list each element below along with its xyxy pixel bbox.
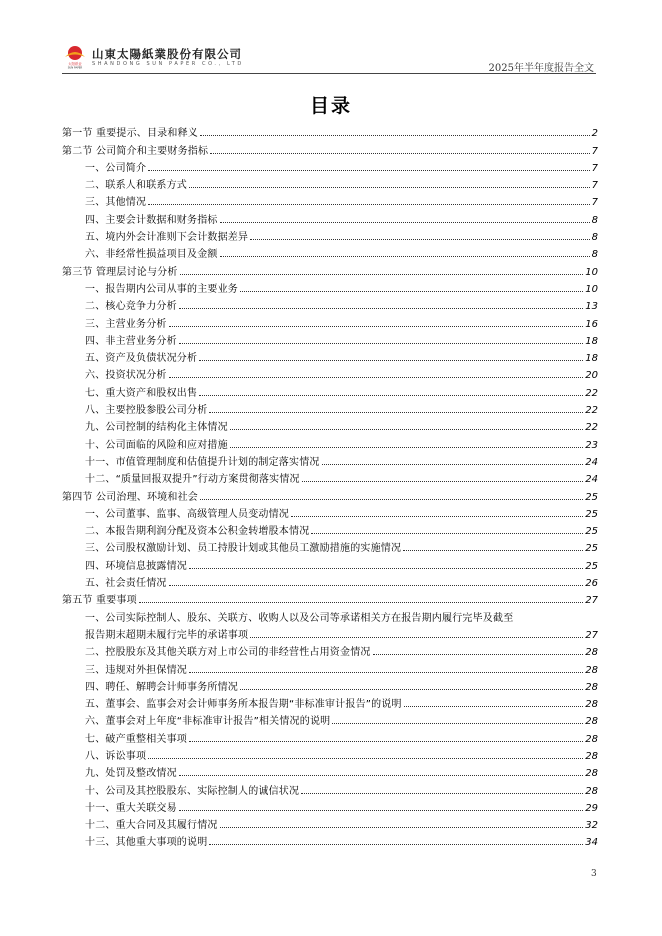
toc-entry-label: 三、主营业务分析 (85, 318, 167, 330)
toc-subsection-entry[interactable] (62, 208, 598, 225)
toc-entry-label: 四、主要会计数据和财务指标 (85, 214, 218, 226)
toc-entry-label: 二、控股股东及其他关联方对上市公司的非经营性占用资金情况 (85, 647, 371, 659)
toc-entry-label: 三、公司股权激励计划、员工持股计划或其他员工激励措施的实施情况 (85, 543, 402, 555)
toc-dot-leader (189, 568, 583, 569)
toc-dot-leader (230, 447, 583, 448)
toc-entry-page: 22 (585, 405, 598, 417)
toc-entry-label: 十、公司面临的风险和应对措施 (85, 439, 228, 451)
toc-dot-leader (148, 170, 589, 171)
toc-entry-label: 七、破产重整相关事项 (85, 733, 187, 745)
toc-dot-leader (404, 706, 584, 707)
toc-dot-leader (179, 810, 583, 811)
toc-section-entry[interactable] (62, 139, 598, 156)
toc-entry-page: 28 (585, 664, 598, 676)
toc-entry-label: 四、环境信息披露情况 (85, 560, 187, 572)
toc-entry-label: 十二、重大合同及其履行情况 (85, 820, 218, 832)
toc-subsection-entry[interactable] (62, 433, 598, 450)
toc-entry-page: 28 (585, 750, 598, 762)
toc-dot-leader (220, 222, 590, 223)
toc-entry-page: 25 (585, 491, 598, 503)
toc-dot-leader (302, 481, 584, 482)
toc-entry-label: 三、违规对外担保情况 (85, 664, 187, 676)
toc-entry-label: 九、公司控制的结构化主体情况 (85, 422, 228, 434)
toc-entry-label: 八、诉讼事项 (85, 750, 147, 762)
toc-entry-page: 32 (585, 820, 598, 832)
table-of-contents (62, 122, 598, 848)
toc-subsection-entry[interactable] (62, 364, 598, 381)
toc-dot-leader (179, 308, 583, 309)
toc-entry-label: 七、重大资产和股权出售 (85, 387, 198, 399)
toc-entry-page: 7 (591, 180, 598, 192)
toc-subsection-entry[interactable] (62, 295, 598, 312)
toc-entry-label: 一、报告期内公司从事的主要业务 (85, 283, 238, 295)
toc-dot-leader (291, 516, 583, 517)
toc-entry-page: 8 (591, 214, 598, 226)
toc-subsection-entry[interactable] (62, 572, 598, 589)
toc-entry-page: 24 (585, 474, 598, 486)
toc-entry-page: 27 (585, 595, 598, 607)
toc-entry-label: 十一、重大关联交易 (85, 802, 177, 814)
toc-dot-leader (148, 204, 589, 205)
toc-subsection-entry[interactable] (62, 831, 598, 848)
toc-subsection-entry[interactable] (62, 226, 598, 243)
toc-entry-page: 2 (591, 128, 598, 140)
toc-entry-page: 28 (585, 647, 598, 659)
toc-subsection-entry[interactable] (62, 624, 598, 641)
toc-entry-page: 13 (585, 301, 598, 313)
toc-subsection-entry[interactable] (62, 191, 598, 208)
toc-subsection-entry[interactable] (62, 416, 598, 433)
toc-entry-label: 三、其他情况 (85, 197, 147, 209)
logo-text: 太阳纸业 (68, 62, 82, 66)
company-name-cn: 山東太陽紙業股份有限公司 (92, 47, 242, 61)
toc-entry-page: 22 (585, 387, 598, 399)
toc-subsection-entry[interactable] (62, 606, 598, 623)
company-name-en: SHANDONG SUN PAPER CO., LTD (92, 61, 244, 67)
toc-entry-page: 22 (585, 422, 598, 434)
toc-subsection-entry[interactable] (62, 243, 598, 260)
toc-subsection-entry[interactable] (62, 727, 598, 744)
toc-entry-label: 六、董事会对上年度“非标准审计报告”相关情况的说明 (85, 716, 331, 728)
toc-dot-leader (250, 239, 589, 240)
toc-entry-page: 28 (585, 699, 598, 711)
toc-subsection-entry[interactable] (62, 779, 598, 796)
toc-subsection-entry[interactable] (62, 554, 598, 571)
toc-entry-label: 第五节 重要事项 (62, 595, 137, 607)
toc-entry-label: 一、公司实际控制人、股东、关联方、收购人以及公司等承诺相关方在报告期内履行完毕及截至 (85, 612, 514, 624)
toc-subsection-entry[interactable] (62, 278, 598, 295)
toc-entry-page: 28 (585, 681, 598, 693)
toc-dot-leader (332, 723, 583, 724)
toc-entry-page: 28 (585, 768, 598, 780)
toc-dot-leader (169, 585, 584, 586)
toc-entry-page: 28 (585, 716, 598, 728)
toc-subsection-entry[interactable] (62, 520, 598, 537)
toc-entry-page: 26 (585, 578, 598, 590)
toc-section-entry[interactable] (62, 485, 598, 502)
toc-dot-leader (311, 533, 583, 534)
toc-entry-label: 二、联系人和联系方式 (85, 180, 187, 192)
toc-entry-label: 五、社会责任情况 (85, 578, 167, 590)
toc-dot-leader (240, 291, 583, 292)
toc-dot-leader (209, 844, 583, 845)
toc-entry-page: 28 (585, 785, 598, 797)
toc-subsection-entry[interactable] (62, 537, 598, 554)
toc-subsection-entry[interactable] (62, 641, 598, 658)
toc-dot-leader (179, 775, 583, 776)
toc-section-entry[interactable] (62, 122, 598, 139)
toc-subsection-entry[interactable] (62, 157, 598, 174)
toc-dot-leader (373, 654, 584, 655)
toc-dot-leader (169, 326, 584, 327)
toc-entry-page: 34 (585, 837, 598, 849)
toc-entry-page: 25 (585, 508, 598, 520)
toc-dot-leader (169, 377, 584, 378)
toc-entry-page: 7 (591, 197, 598, 209)
toc-dot-leader (189, 741, 583, 742)
sun-paper-logo-icon (62, 43, 88, 69)
toc-dot-leader (210, 153, 589, 154)
toc-dot-leader (180, 274, 584, 275)
toc-entry-page: 8 (591, 249, 598, 261)
toc-subsection-entry[interactable] (62, 676, 598, 693)
toc-dot-leader (301, 793, 583, 794)
toc-entry-page: 10 (585, 266, 598, 278)
toc-entry-label: 二、本报告期利润分配及资本公积金转增股本情况 (85, 526, 310, 538)
toc-entry-label: 九、处罚及整改情况 (85, 768, 177, 780)
toc-section-entry[interactable] (62, 589, 598, 606)
toc-entry-label: 第三节 管理层讨论与分析 (62, 266, 178, 278)
toc-dot-leader (230, 429, 583, 430)
toc-dot-leader (148, 758, 583, 759)
toc-entry-page: 7 (591, 145, 598, 157)
toc-subsection-entry[interactable] (62, 745, 598, 762)
toc-subsection-entry[interactable] (62, 797, 598, 814)
toc-entry-label: 五、资产及负债状况分析 (85, 353, 198, 365)
toc-subsection-entry[interactable] (62, 710, 598, 727)
toc-dot-leader (199, 395, 583, 396)
toc-subsection-entry[interactable] (62, 814, 598, 831)
report-title: 2025年半年度报告全文 (488, 63, 594, 74)
toc-subsection-entry[interactable] (62, 762, 598, 779)
toc-entry-label: 十一、市值管理制度和估值提升计划的制定落实情况 (85, 456, 320, 468)
toc-entry-label: 五、境内外会计准则下会计数据差异 (85, 232, 249, 244)
toc-entry-page: 25 (585, 560, 598, 572)
logo-sub-text: SUN PAPER (67, 66, 83, 69)
toc-entry-label: 第二节 公司简介和主要财务指标 (62, 145, 209, 157)
toc-entry-label: 一、公司董事、监事、高级管理人员变动情况 (85, 508, 289, 520)
toc-entry-label: 第一节 重要提示、目录和释义 (62, 128, 198, 140)
toc-entry-page: 16 (585, 318, 598, 330)
toc-subsection-entry[interactable] (62, 312, 598, 329)
toc-dot-leader (250, 637, 583, 638)
toc-entry-page: 24 (585, 456, 598, 468)
toc-entry-label: 四、聘任、解聘会计师事务所情况 (85, 681, 238, 693)
toc-dot-leader (220, 827, 584, 828)
toc-entry-page: 28 (585, 733, 598, 745)
toc-entry-page: 20 (585, 370, 598, 382)
toc-entry-label: 八、主要控股参股公司分析 (85, 405, 208, 417)
toc-dot-leader (209, 412, 583, 413)
toc-entry-page: 23 (585, 439, 598, 451)
toc-entry-label: 十、公司及其控股股东、实际控制人的诚信状况 (85, 785, 300, 797)
page-header (62, 40, 596, 74)
toc-subsection-entry[interactable] (62, 174, 598, 191)
toc-entry-label: 四、非主营业务分析 (85, 335, 177, 347)
toc-subsection-entry[interactable] (62, 503, 598, 520)
toc-entry-page: 25 (585, 526, 598, 538)
toc-dot-leader (189, 672, 583, 673)
toc-entry-label: 第四节 公司治理、环境和社会 (62, 491, 198, 503)
toc-subsection-entry[interactable] (62, 330, 598, 347)
toc-section-entry[interactable] (62, 260, 598, 277)
page-number: 3 (591, 869, 597, 879)
toc-entry-page: 18 (585, 335, 598, 347)
toc-entry-page: 7 (591, 162, 598, 174)
toc-entry-label: 十三、其他重大事项的说明 (85, 837, 208, 849)
toc-entry-page: 29 (585, 802, 598, 814)
toc-dot-leader (200, 499, 583, 500)
toc-dot-leader (220, 256, 590, 257)
toc-entry-label: 二、核心竞争力分析 (85, 301, 177, 313)
toc-entry-page: 8 (591, 232, 598, 244)
toc-entry-page: 25 (585, 543, 598, 555)
toc-subsection-entry[interactable] (62, 451, 598, 468)
toc-entry-page: 27 (585, 629, 598, 641)
toc-dot-leader (322, 464, 584, 465)
toc-subsection-entry[interactable] (62, 399, 598, 416)
toc-subsection-entry[interactable] (62, 693, 598, 710)
toc-dot-leader (179, 343, 583, 344)
toc-subsection-entry[interactable] (62, 468, 598, 485)
toc-entry-label: 一、公司简介 (85, 162, 147, 174)
toc-entry-label: 五、董事会、监事会对会计师事务所本报告期“非标准审计报告”的说明 (85, 699, 402, 711)
toc-subsection-entry[interactable] (62, 381, 598, 398)
toc-title: 目录 (309, 95, 352, 117)
toc-entry-label: 六、投资状况分析 (85, 370, 167, 382)
toc-subsection-entry[interactable] (62, 347, 598, 364)
toc-dot-leader (199, 360, 583, 361)
toc-dot-leader (403, 550, 583, 551)
toc-subsection-entry[interactable] (62, 658, 598, 675)
toc-entry-label: 十二、“质量回报双提升”行动方案贯彻落实情况 (85, 474, 300, 486)
toc-dot-leader (200, 135, 590, 136)
toc-dot-leader (189, 187, 590, 188)
toc-dot-leader (139, 602, 583, 603)
toc-entry-label: 报告期末超期未履行完毕的承诺事项 (85, 629, 249, 641)
toc-entry-label: 六、非经常性损益项目及金额 (85, 249, 218, 261)
toc-entry-page: 10 (585, 283, 598, 295)
toc-entry-page: 18 (585, 353, 598, 365)
toc-dot-leader (240, 689, 583, 690)
